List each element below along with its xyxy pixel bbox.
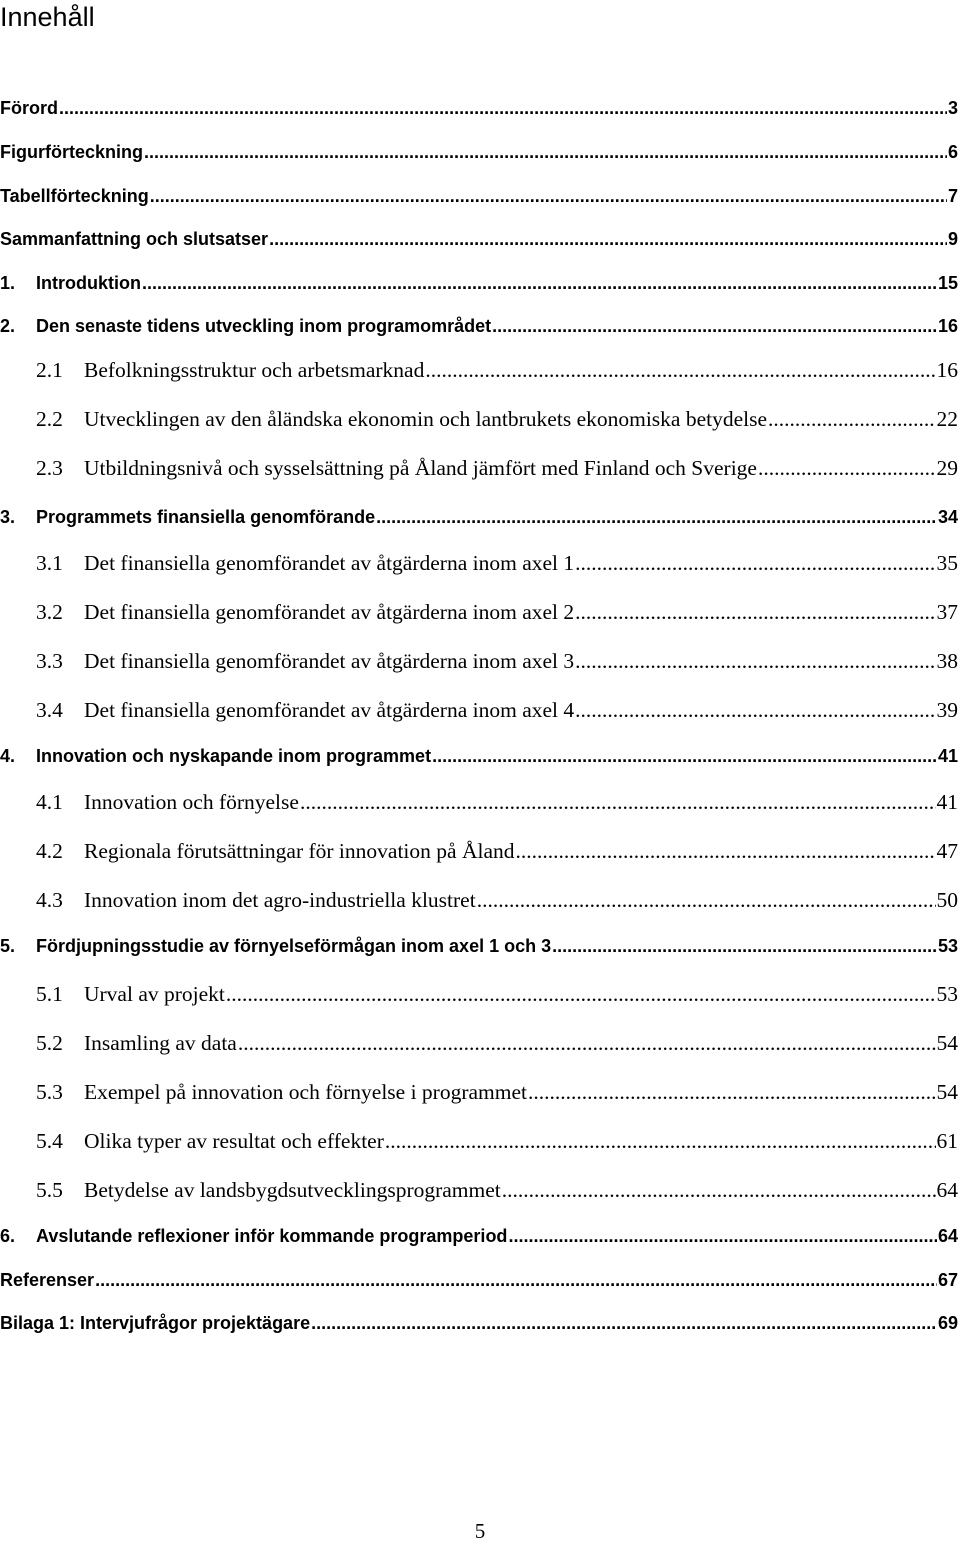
toc-entry-page: 67 (937, 1270, 958, 1290)
dot-leader (758, 454, 936, 482)
toc-entry-page: 16 (937, 316, 958, 336)
toc-entry-page: 61 (936, 1129, 958, 1153)
dot-leader (575, 598, 935, 626)
toc-entry-title: Utvecklingen av den åländska ekonomin och lantbrukets ekonomiska betydelse (84, 407, 768, 431)
toc-entry-page: 15 (937, 273, 958, 293)
toc-entry-page: 47 (936, 839, 958, 863)
toc-entry-number: 2. (0, 316, 16, 336)
toc-entry-page: 22 (936, 407, 958, 431)
toc-entry-number: 3.4 (36, 698, 63, 722)
toc-entry-title: Innovation inom det agro-industriella klustret (84, 888, 476, 912)
dot-leader (238, 1029, 936, 1057)
toc-entry-title: Betydelse av landsbygdsutvecklingsprogrammet (84, 1178, 501, 1202)
toc-entry-number: 6. (0, 1226, 16, 1246)
page-number: 5 (474, 1519, 486, 1543)
toc-entry-title: Fördjupningsstudie av förnyelseförmågan inom axel 1 och 3 (36, 936, 552, 956)
toc-entry-number: 5.2 (36, 1031, 63, 1055)
dot-leader (300, 788, 936, 816)
toc-entry-number: 5.4 (36, 1129, 63, 1153)
dot-leader (768, 405, 935, 433)
toc-entry-title: Utbildningsnivå och sysselsättning på Åland jämfört med Finland och Sverige (84, 456, 757, 480)
toc-entry-title: Olika typer av resultat och effekter (84, 1129, 384, 1153)
toc-entry-page: 34 (937, 507, 958, 527)
toc-entry-title: Sammanfattning och slutsatser (0, 229, 269, 249)
toc-entry-page: 9 (947, 229, 958, 249)
dot-leader (425, 356, 935, 384)
toc-entry-number: 4.1 (36, 790, 63, 814)
toc-entry[interactable] (0, 140, 960, 164)
toc-entry[interactable] (0, 314, 960, 338)
toc-entry-title: Innovation och nyskapande inom programmet (36, 746, 432, 766)
toc-entry[interactable] (0, 1268, 960, 1292)
dot-leader (552, 934, 937, 958)
toc-entry-title: Regionala förutsättningar för innovation på Åland (84, 839, 515, 863)
toc-entry-page: 16 (936, 358, 958, 382)
dot-leader (508, 1224, 937, 1248)
toc-entry-title: Insamling av data (84, 1031, 237, 1055)
dot-leader (269, 227, 947, 251)
toc-entry-number: 2.3 (36, 456, 63, 480)
toc-entry-page: 7 (947, 186, 958, 206)
dot-leader (311, 1311, 937, 1335)
toc-entry-page: 69 (937, 1313, 958, 1333)
toc-entry-title: Det finansiella genomförandet av åtgärderna inom axel 4 (84, 698, 575, 722)
dot-leader (528, 1078, 935, 1106)
dot-leader (575, 647, 935, 675)
toc-entry-number: 3.2 (36, 600, 63, 624)
page-title: Innehåll (0, 2, 95, 32)
toc-entry-page: 50 (936, 888, 958, 912)
toc-entry-number: 2.1 (36, 358, 63, 382)
toc-entry-title: Avslutande reflexioner inför kommande programperiod (36, 1226, 508, 1246)
toc-entry-page: 53 (937, 936, 958, 956)
dot-leader (142, 271, 937, 295)
toc-entry-page: 53 (936, 982, 958, 1006)
dot-leader (95, 1268, 937, 1292)
dot-leader (477, 886, 936, 914)
toc-entry-title: Det finansiella genomförandet av åtgärderna inom axel 2 (84, 600, 575, 624)
dot-leader (226, 980, 936, 1008)
toc-entry[interactable] (0, 1078, 960, 1106)
toc-entry-number: 1. (0, 273, 16, 293)
toc-entry-number: 2.2 (36, 407, 63, 431)
toc-entry[interactable] (0, 934, 960, 958)
dot-leader (432, 744, 937, 768)
toc-entry-number: 3.1 (36, 551, 63, 575)
dot-leader (385, 1127, 936, 1155)
dot-leader (575, 549, 935, 577)
toc-entry-page: 41 (937, 746, 958, 766)
toc-entry[interactable] (0, 696, 960, 724)
toc-entry[interactable] (0, 96, 960, 120)
toc-entry[interactable] (0, 647, 960, 675)
dot-leader (502, 1176, 936, 1204)
toc-entry[interactable] (0, 454, 960, 482)
toc-entry[interactable] (0, 227, 960, 251)
toc-entry-number: 3.3 (36, 649, 63, 673)
toc-entry[interactable] (0, 744, 960, 768)
dot-leader (492, 314, 937, 338)
dot-leader (144, 140, 947, 164)
toc-entry-title: Det finansiella genomförandet av åtgärderna inom axel 1 (84, 551, 575, 575)
toc-entry-number: 4.2 (36, 839, 63, 863)
toc-entry-page: 39 (936, 698, 958, 722)
toc-entry-title: Urval av projekt (84, 982, 225, 1006)
toc-entry-number: 3. (0, 507, 16, 527)
toc-entry-page: 29 (936, 456, 958, 480)
toc-entry[interactable] (0, 405, 960, 433)
toc-entry-title: Referenser (0, 1270, 95, 1290)
toc-entry[interactable] (0, 1127, 960, 1155)
toc-entry-number: 4. (0, 746, 16, 766)
toc-entry-page: 6 (947, 142, 958, 162)
toc-entry-title: Tabellförteckning (0, 186, 149, 206)
toc-entry-title: Bilaga 1: Intervjufrågor projektägare (0, 1313, 311, 1333)
toc-entry[interactable] (0, 184, 960, 208)
toc-entry-title: Befolkningsstruktur och arbetsmarknad (84, 358, 425, 382)
dot-leader (575, 696, 935, 724)
toc-entry-title: Programmets finansiella genomförande (36, 507, 376, 527)
toc-entry-title: Figurförteckning (0, 142, 143, 162)
toc-entry[interactable] (0, 1176, 960, 1204)
dot-leader (59, 96, 947, 120)
toc-entry-page: 37 (936, 600, 958, 624)
toc-entry[interactable] (0, 1224, 960, 1248)
toc-entry-title: Förord (0, 98, 58, 118)
toc-entry-page: 64 (936, 1178, 958, 1202)
toc-entry-title: Den senaste tidens utveckling inom programområdet (36, 316, 492, 336)
toc-entry-number: 5.3 (36, 1080, 63, 1104)
toc-entry-page: 54 (936, 1031, 958, 1055)
toc-entry-title: Introduktion (36, 273, 141, 293)
toc-entry-number: 5.1 (36, 982, 63, 1006)
toc-entry-title: Det finansiella genomförandet av åtgärderna inom axel 3 (84, 649, 575, 673)
toc-entry-page: 38 (936, 649, 958, 673)
toc-entry[interactable] (0, 837, 960, 865)
toc-entry-page: 41 (936, 790, 958, 814)
toc-entry-number: 5.5 (36, 1178, 63, 1202)
toc-entry[interactable] (0, 505, 960, 529)
dot-leader (376, 505, 937, 529)
toc-entry-number: 5. (0, 936, 16, 956)
toc-entry[interactable] (0, 886, 960, 914)
toc-entry-page: 3 (947, 98, 958, 118)
toc-entry[interactable] (0, 1029, 960, 1057)
toc-entry-number: 4.3 (36, 888, 63, 912)
toc-entry-page: 35 (936, 551, 958, 575)
toc-entry[interactable] (0, 788, 960, 816)
toc-entry-page: 54 (936, 1080, 958, 1104)
toc-entry[interactable] (0, 980, 960, 1008)
dot-leader (515, 837, 935, 865)
toc-entry[interactable] (0, 1311, 960, 1335)
toc-entry-title: Exempel på innovation och förnyelse i programmet (84, 1080, 528, 1104)
dot-leader (150, 184, 947, 208)
toc-entry[interactable] (0, 598, 960, 626)
toc-entry[interactable] (0, 549, 960, 577)
toc-entry[interactable] (0, 356, 960, 384)
toc-entry-page: 64 (937, 1226, 958, 1246)
toc-entry-title: Innovation och förnyelse (84, 790, 299, 814)
toc-entry[interactable] (0, 271, 960, 295)
